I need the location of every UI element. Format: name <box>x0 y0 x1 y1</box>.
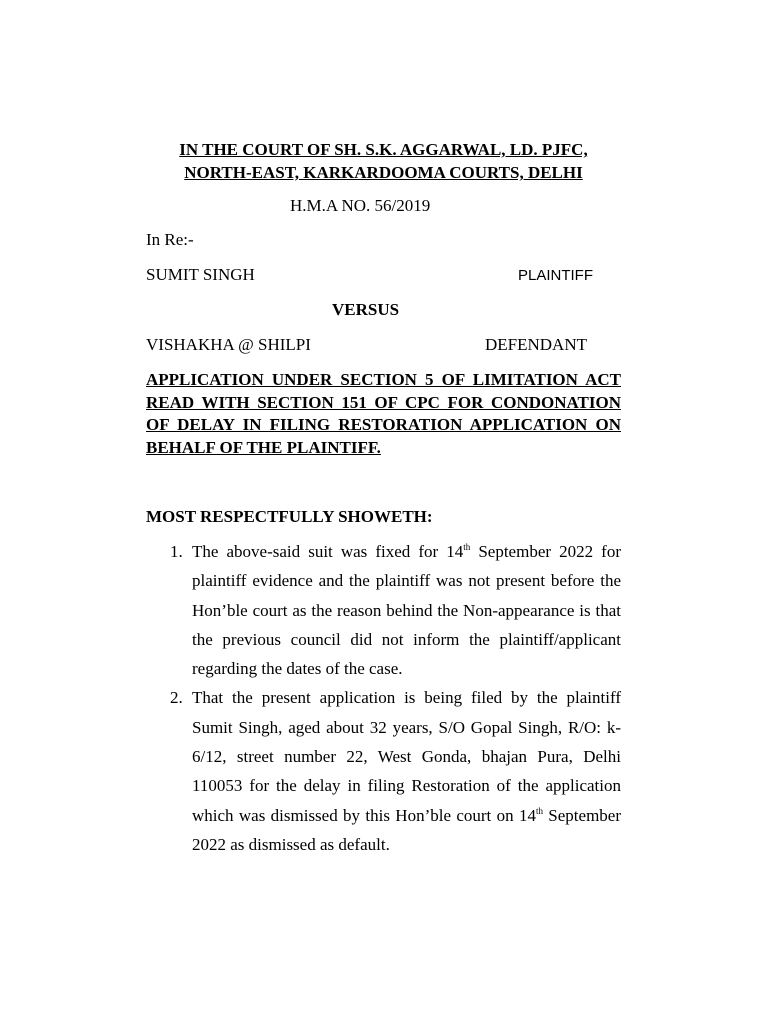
in-re-label: In Re:- <box>146 230 194 249</box>
paragraph-number: 2. <box>170 688 183 708</box>
paragraph-date-day: 14 <box>518 805 536 825</box>
paragraph-number: 1. <box>170 542 183 561</box>
application-title: APPLICATION UNDER SECTION 5 OF LIMITATION ACT READ WITH SECTION 151 OF CPC FOR CONDONATION OF DELAY IN FILING RESTORATION APPLICATION ON BEHALF OF THE PLAINTIFF. <box>146 370 621 457</box>
paragraph-text-after: September 2022 for plaintiff evidence and the plaintiff was not present before the Hon’ble court as the reason behind the Non-appearance is that the previous council did not inform the plaintiff/applicant regarding the dates of the case. <box>192 542 621 679</box>
plaintiff-name: SUMIT SINGH <box>146 265 255 284</box>
defendant-label: DEFENDANT <box>485 335 587 354</box>
paragraph-item <box>146 537 621 683</box>
paragraph-date-day: 14 <box>446 542 464 561</box>
defendant-name: VISHAKHA @ SHILPI <box>146 335 311 354</box>
court-heading-line-2: NORTH-EAST, KARKARDOOMA COURTS, DELHI <box>184 163 583 182</box>
paragraph-item <box>146 683 621 859</box>
showeth-heading: MOST RESPECTFULLY SHOWETH: <box>146 507 433 526</box>
paragraph-date-suffix: th <box>535 805 543 816</box>
paragraph-text-before: That the present application is being filed by the plaintiff Sumit Singh, aged about 32 years, S/O Gopal Singh, R/O: k-6/12, street number 22, West Gonda, bhajan Pura, Delhi 110053 for the delay in filing Restoration of the application which was dismissed by this Hon’ble court on <box>192 688 621 825</box>
paragraph-list <box>146 537 621 859</box>
paragraph-date-suffix: th <box>463 542 471 552</box>
court-heading <box>146 138 621 184</box>
versus-label: VERSUS <box>332 300 400 319</box>
case-number: H.M.A NO. 56/2019 <box>290 196 431 215</box>
paragraph-text-before: The above-said suit was fixed for <box>192 542 447 561</box>
court-heading-line-1: IN THE COURT OF SH. S.K. AGGARWAL, LD. PJFC, <box>179 140 588 159</box>
plaintiff-label: PLAINTIFF <box>518 267 594 284</box>
paragraph-text-after: September 2022 as dismissed as default. <box>192 805 622 854</box>
